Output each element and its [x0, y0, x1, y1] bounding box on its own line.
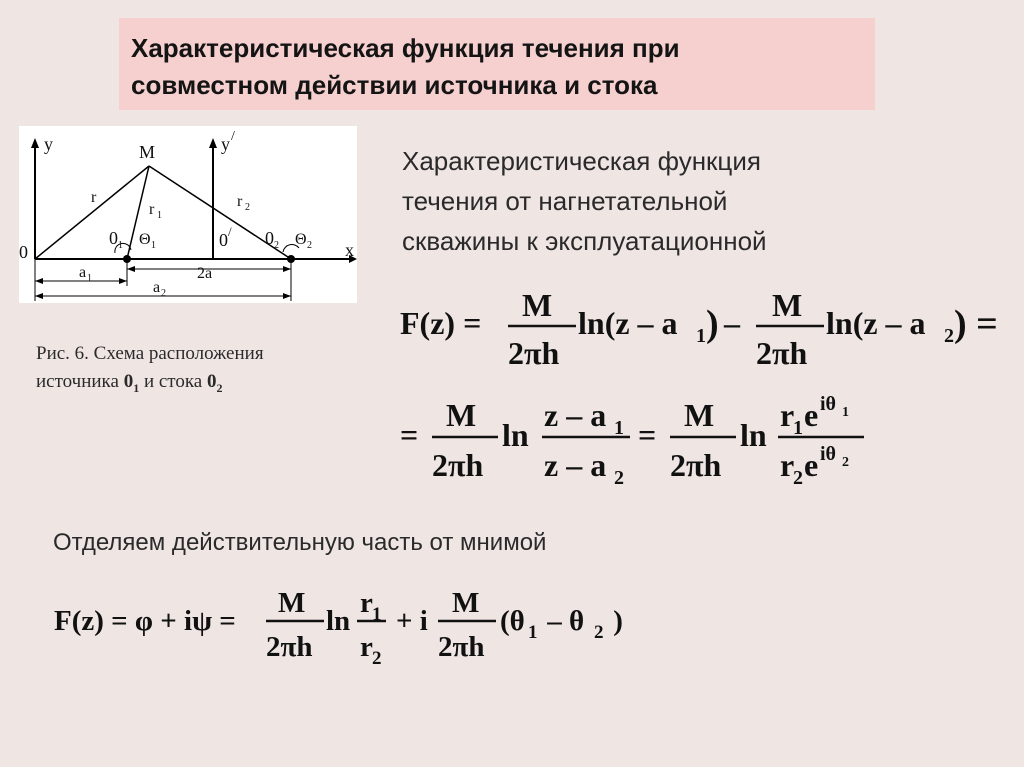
caption-sink — [206, 371, 223, 395]
f1-e2: e — [804, 447, 819, 483]
f2-den2: 2πh — [438, 631, 485, 663]
formula-2 — [54, 580, 654, 675]
f2-num: M — [278, 587, 306, 619]
label-o2: 0 — [265, 228, 274, 248]
caption-source — [123, 371, 140, 395]
title-line-2: совместном действии источника и стока — [131, 70, 658, 100]
label-r2-sub: 2 — [245, 202, 250, 213]
label-r: r — [91, 189, 97, 206]
dim-a1-arrow-right — [119, 278, 127, 284]
f1-num3: M — [446, 397, 477, 433]
f1-den: 2πh — [508, 335, 560, 371]
label-o-prime: 0 — [219, 230, 228, 250]
f1-r2-sub: 2 — [793, 467, 803, 489]
f1-minus: – — [724, 305, 740, 341]
source-sink-diagram — [19, 126, 357, 303]
y-axis-right-arrow — [209, 138, 217, 148]
formula-2-svg — [54, 580, 654, 675]
f2-minus-t: – θ — [540, 605, 585, 637]
line-r — [35, 166, 149, 259]
f1-eq2: = — [400, 417, 419, 453]
f1-lhs: F(z) = — [400, 305, 482, 341]
dim-a1-arrow-left — [35, 278, 43, 284]
label-y-left: y — [44, 134, 53, 154]
description-line-2: течения от нагнетательной — [402, 186, 728, 216]
f2-ln: ln — [326, 605, 351, 637]
f2-t2-sub: 2 — [594, 622, 604, 643]
f1-num4: M — [684, 397, 715, 433]
dim-a2-arrow-right — [283, 293, 291, 299]
caption-line-2 — [36, 371, 223, 395]
label-x: x — [345, 240, 354, 260]
f1-frac-num: z – a — [544, 397, 607, 433]
f1-close2: ) = — [954, 303, 998, 345]
f2-close: ) — [606, 605, 623, 637]
caption-sink-label: 0 — [206, 371, 217, 392]
separation-text: Отделяем действительную часть от мнимой — [53, 529, 547, 556]
f2-r2: r — [360, 631, 373, 663]
f2-plus-i: + i — [396, 605, 428, 637]
formula-1a-svg — [398, 282, 1008, 382]
f1-den4: 2πh — [670, 447, 722, 483]
label-theta1: Θ — [139, 231, 151, 248]
f2-lhs: F(z) = φ + iψ = — [54, 605, 236, 637]
f1-r2: r — [780, 447, 795, 483]
f1-e1-sup: iθ — [820, 393, 836, 415]
f1-den3: 2πh — [432, 447, 484, 483]
label-r2: r — [237, 193, 243, 210]
dim-2a-arrow-right — [283, 266, 291, 272]
label-a1-sub: 1 — [87, 273, 92, 284]
formula-1-line-a — [398, 282, 1008, 382]
formula-1b-svg — [398, 392, 878, 492]
f1-eq3: = — [638, 417, 657, 453]
f1-num: M — [522, 287, 553, 323]
f2-paren: (θ — [500, 605, 525, 637]
f1-e1: e — [804, 397, 819, 433]
label-r1-sub: 1 — [157, 210, 162, 221]
f2-num2: M — [452, 587, 480, 619]
label-origin: 0 — [19, 242, 28, 262]
formula-1-line-b — [398, 392, 878, 492]
caption-middle: и стока — [139, 371, 207, 392]
f1-r1-sub: 1 — [793, 417, 803, 439]
caption-source-sub: 1 — [133, 380, 140, 395]
f1-close1: ) — [706, 303, 719, 345]
label-o1-sub: 1 — [118, 240, 123, 251]
f1-ln3: ln — [502, 417, 529, 453]
title-line-1: Характеристическая функция течения при — [131, 33, 680, 63]
caption-line2-start: источника — [36, 371, 124, 392]
diagram-svg — [19, 126, 357, 303]
f1-e2-sup-sub: 2 — [842, 455, 849, 470]
f1-num2: M — [772, 287, 803, 323]
label-y-right: y — [221, 134, 230, 154]
f1-r1: r — [780, 397, 795, 433]
f1-e1-sup-sub: 1 — [842, 405, 849, 420]
label-a2: a — [153, 279, 161, 296]
figure-caption — [36, 340, 366, 402]
label-a1: a — [79, 264, 87, 281]
label-a2-sub: 2 — [161, 288, 166, 299]
f1-ln-term1: ln(z – a — [578, 305, 678, 341]
f2-r1-sub: 1 — [372, 604, 382, 625]
dim-2a-arrow-left — [127, 266, 135, 272]
slide-title-box — [119, 18, 875, 110]
label-theta2: Θ — [295, 231, 307, 248]
description-line-1: Характеристическая функция — [402, 146, 761, 176]
description-line-3: скважины к эксплуатационной — [402, 226, 767, 256]
label-2a: 2a — [197, 265, 213, 282]
f1-sub1: 1 — [696, 325, 706, 347]
label-theta2-sub: 2 — [307, 240, 312, 251]
caption-sink-sub: 2 — [216, 380, 223, 395]
label-r1: r — [149, 201, 155, 218]
f1-ln-term2: ln(z – a — [826, 305, 926, 341]
f1-sub2: 2 — [944, 325, 954, 347]
label-M: M — [139, 142, 156, 162]
description — [402, 141, 922, 261]
caption-line-1: Рис. 6. Схема расположения — [36, 343, 264, 364]
label-o1: 0 — [109, 228, 118, 248]
f1-ln4: ln — [740, 417, 767, 453]
label-y-right-prime: / — [231, 129, 235, 144]
caption-source-label: 0 — [123, 371, 134, 392]
f1-frac-num-sub: 1 — [614, 417, 624, 439]
f2-r2-sub: 2 — [372, 648, 382, 669]
dim-a2-arrow-left — [35, 293, 43, 299]
label-o2-sub: 2 — [274, 240, 279, 251]
f1-den2: 2πh — [756, 335, 808, 371]
y-axis-left-arrow — [31, 138, 39, 148]
f1-frac-den: z – a — [544, 447, 607, 483]
f2-t1-sub: 1 — [528, 622, 538, 643]
f1-frac-den-sub: 2 — [614, 467, 624, 489]
f2-den: 2πh — [266, 631, 313, 663]
f2-r1: r — [360, 587, 373, 619]
label-theta1-sub: 1 — [151, 240, 156, 251]
label-o-prime-mark: / — [228, 224, 232, 239]
f1-e2-sup: iθ — [820, 443, 836, 465]
